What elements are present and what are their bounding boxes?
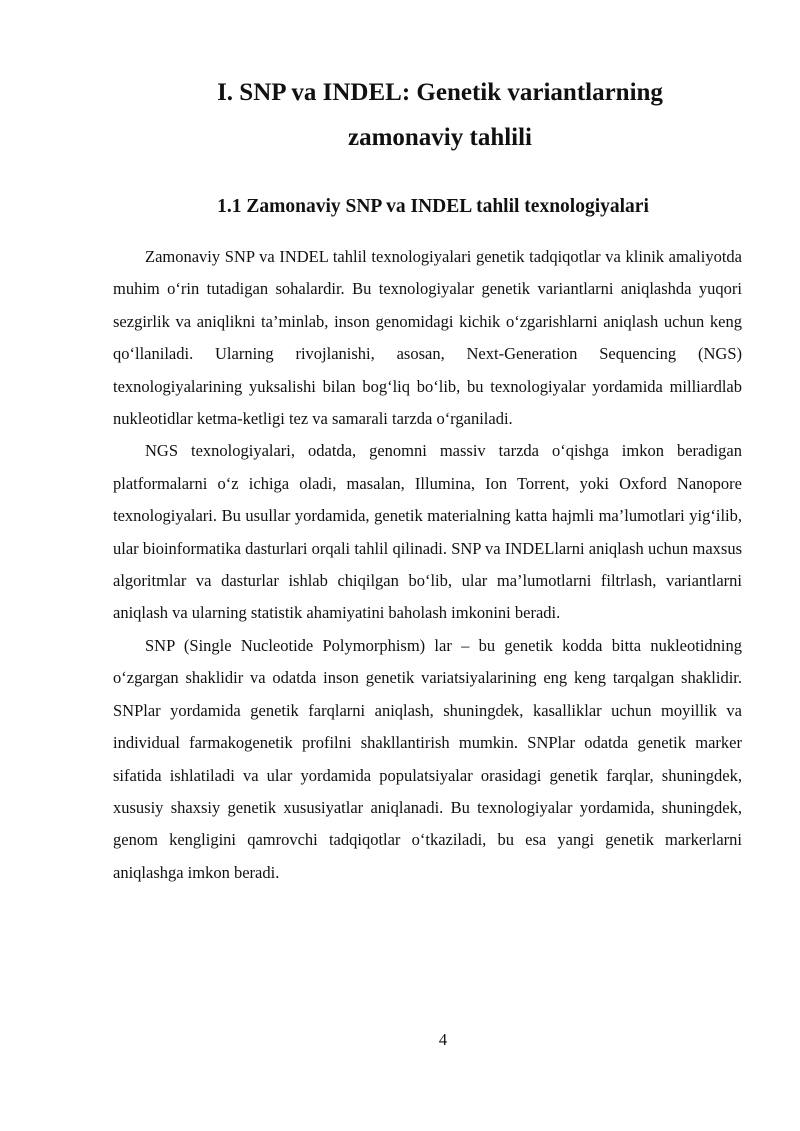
chapter-title-line-2: zamonaviy tahlili	[347, 124, 533, 151]
chapter-title-line-1: I. SNP va INDEL: Genetik variantlarning	[217, 79, 663, 106]
paragraph-3: SNP (Single Nucleotide Polymorphism) lar – bu genetik kodda bitta nukleotidning o‘zgargan shaklidir va odatda inson genetik variatsiyalarining eng keng tarqalgan shaklidir. SNPlar yordamida genetik farqlarni aniqlash, shuningdek, kasalliklar uchun moyillik va individual farmakogenetik profilni shakllantirish mumkin. SNPlar odatda genetik marker sifatida ishlatiladi va ular yordamida populatsiyalar orasidagi genetik farqlar, shuningdek, xususiy shaxsiy genetik xususiyatlar aniqlanadi. Bu texnologiyalar yordamida, shuningdek, genom kengligini qamrovchi tadqiqotlar o‘tkaziladi, bu esa yangi genetik markerlarni aniqlashga imkon beradi.	[113, 635, 742, 882]
paragraph-2: NGS texnologiyalari, odatda, genomni massiv tarzda o‘qishga imkon beradigan platformalarni o‘z ichiga oladi, masalan, Illumina, Ion Torrent, yoki Oxford Nanopore texnologiyalari. Bu usullar yordamida, genetik materialning katta hajmli ma’lumotlari yig‘ilib, ular bioinformatika dasturlari orqali tahlil qilinadi. SNP va INDELlarni aniqlash uchun maxsus algoritmlar va dasturlar ishlab chiqilgan bo‘lib, ular ma’lumotlarni filtrlash, variantlarni aniqlash va ularning statistik ahamiyatini baholash imkonini beradi.	[113, 441, 742, 623]
paragraph-1: Zamonaviy SNP va INDEL tahlil texnologiyalari genetik tadqiqotlar va klinik amaliyotda muhim o‘rin tutadigan sohalardir. Bu texnologiyalar genetik variantlarni aniqlashda yuqori sezgirlik va aniqlikni ta’minlab, inson genomidagi kichik o‘zgarishlarni aniqlash uchun keng qo‘llaniladi. Ularning rivojlanishi, asosan, Next-Generation Sequencing (NGS) texnologiyalarining yuksalishi bilan bog‘liq bo‘lib, bu texnologiyalar yordamida milliardlab nukleotidlar ketma-ketligi tez va samarali tarzda o‘rganiladi.	[113, 247, 742, 429]
section-title: 1.1 Zamonaviy SNP va INDEL tahlil texnologiyalari	[217, 196, 649, 217]
page-number: 4	[438, 1030, 448, 1049]
body-text	[113, 241, 742, 889]
chapter-title	[160, 70, 720, 160]
